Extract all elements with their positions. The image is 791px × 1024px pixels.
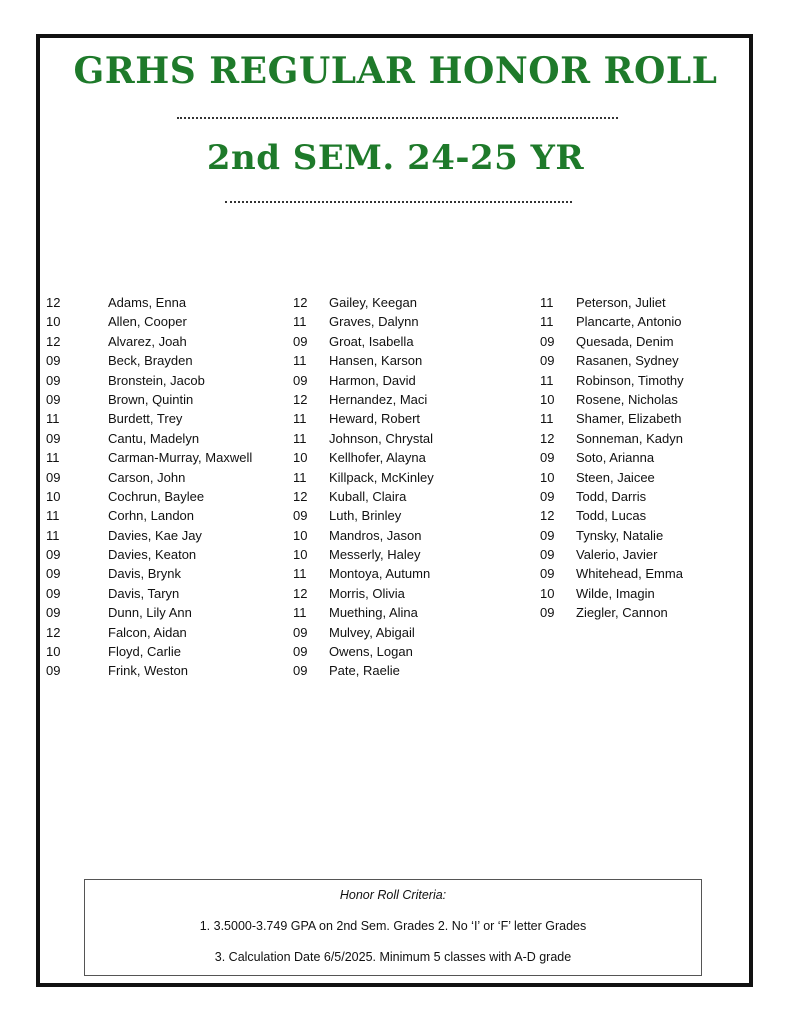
- student-grade: 09: [293, 372, 308, 388]
- student-name: Valerio, Javier: [576, 547, 658, 563]
- student-name: Graves, Dalynn: [329, 314, 419, 330]
- student-grade: 11: [293, 430, 307, 446]
- student-name: Floyd, Carlie: [108, 644, 181, 660]
- student-grade: 10: [540, 585, 555, 601]
- student-grade: 11: [293, 469, 307, 485]
- student-grade: 09: [540, 547, 555, 563]
- student-name: Harmon, David: [329, 372, 416, 388]
- student-name: Wilde, Imagin: [576, 585, 655, 601]
- student-name: Rosene, Nicholas: [576, 391, 678, 407]
- student-name: Soto, Arianna: [576, 450, 655, 466]
- student-grade: 11: [293, 605, 307, 621]
- student-grade: 11: [540, 295, 554, 310]
- student-name: Kellhofer, Alayna: [329, 450, 426, 466]
- student-grade: 09: [46, 585, 61, 601]
- student-grade: 11: [46, 527, 60, 543]
- student-name: Carman-Murray, Maxwell: [108, 450, 253, 466]
- student-grade: 09: [540, 353, 555, 369]
- student-name: Morris, Olivia: [329, 585, 405, 601]
- student-name: Allen, Cooper: [108, 314, 187, 330]
- criteria-title: Honor Roll Criteria:: [339, 888, 447, 902]
- student-name: Quesada, Denim: [576, 333, 674, 349]
- student-name: Robinson, Timothy: [576, 372, 684, 388]
- student-name: Rasanen, Sydney: [576, 353, 679, 369]
- student-grade: 09: [540, 527, 555, 543]
- student-grade: 10: [293, 450, 308, 466]
- student-name: Montoya, Autumn: [329, 566, 431, 582]
- student-name: Cochrun, Baylee: [108, 488, 205, 504]
- student-name: Hansen, Karson: [329, 353, 423, 369]
- student-grade: 10: [293, 527, 308, 543]
- student-name: Heward, Robert: [329, 411, 421, 427]
- student-name: Muething, Alina: [329, 605, 418, 621]
- student-name: Mulvey, Abigail: [329, 624, 415, 640]
- student-name: Brown, Quintin: [108, 391, 194, 407]
- student-grade: 11: [293, 411, 307, 427]
- student-name: Gailey, Keegan: [329, 295, 417, 310]
- student-name: Messerly, Haley: [329, 547, 421, 563]
- student-name: Steen, Jaicee: [576, 469, 655, 485]
- student-grade: 12: [293, 295, 308, 310]
- student-name: Sonneman, Kadyn: [576, 430, 683, 446]
- criteria-line-2: 3. Calculation Date 6/5/2025. Minimum 5 classes with A-D grade: [214, 950, 572, 964]
- student-grade: 09: [293, 508, 308, 524]
- student-name: Owens, Logan: [329, 644, 413, 660]
- student-name: Adams, Enna: [108, 295, 187, 310]
- criteria-box: [84, 879, 702, 976]
- student-grade: 11: [540, 372, 554, 388]
- student-grade: 12: [540, 430, 555, 446]
- student-grade: 11: [46, 411, 60, 427]
- student-name: Groat, Isabella: [329, 333, 414, 349]
- student-grade: 09: [540, 605, 555, 621]
- student-grade: 12: [46, 624, 61, 640]
- student-name: Ziegler, Cannon: [576, 605, 668, 621]
- student-name: Todd, Darris: [576, 488, 647, 504]
- student-grade: 09: [46, 547, 61, 563]
- student-grade: 09: [46, 353, 61, 369]
- student-grade: 10: [46, 644, 61, 660]
- student-grade: 10: [540, 469, 555, 485]
- student-grade: 11: [46, 450, 60, 466]
- student-name: Corhn, Landon: [108, 508, 195, 524]
- dotted-divider-bottom: [225, 201, 572, 203]
- student-grade: 09: [293, 333, 308, 349]
- student-name: Mandros, Jason: [329, 527, 422, 543]
- student-name: Frink, Weston: [108, 663, 188, 679]
- student-name: Davis, Brynk: [108, 566, 181, 582]
- student-name: Kuball, Claira: [329, 488, 407, 504]
- student-name: Shamer, Elizabeth: [576, 411, 682, 427]
- student-name: Tynsky, Natalie: [576, 527, 664, 543]
- student-grade: 10: [293, 547, 308, 563]
- student-name: Luth, Brinley: [329, 508, 402, 524]
- page-subtitle: 2nd SEM. 24-25 YR: [206, 138, 585, 178]
- student-grade: 09: [293, 644, 308, 660]
- student-name: Pate, Raelie: [329, 663, 400, 679]
- student-name: Johnson, Chrystal: [329, 430, 434, 446]
- student-name: Falcon, Aidan: [108, 624, 187, 640]
- criteria-line-1: 1. 3.5000-3.749 GPA on 2nd Sem. Grades 2. No ‘I’ or ‘F’ letter Grades: [199, 919, 587, 933]
- student-name: Todd, Lucas: [576, 508, 647, 524]
- student-grade: 11: [293, 314, 307, 330]
- student-name: Davis, Taryn: [108, 585, 180, 601]
- student-grade: 09: [46, 605, 61, 621]
- student-name: Burdett, Trey: [108, 411, 183, 427]
- student-name: Peterson, Juliet: [576, 295, 666, 310]
- page-title: GRHS REGULAR HONOR ROLL: [73, 50, 718, 92]
- student-grade: 11: [293, 353, 307, 369]
- student-grade: 11: [540, 411, 554, 427]
- student-grade: 10: [46, 314, 61, 330]
- student-grade: 09: [46, 469, 61, 485]
- student-name: Alvarez, Joah: [108, 333, 187, 349]
- student-name: Plancarte, Antonio: [576, 314, 682, 330]
- student-name: Davies, Keaton: [108, 547, 197, 563]
- student-grade: 09: [46, 663, 61, 679]
- student-name: Dunn, Lily Ann: [108, 605, 192, 621]
- student-grade: 09: [46, 566, 61, 582]
- student-grade: 12: [293, 488, 308, 504]
- student-grade: 09: [46, 372, 61, 388]
- student-grade: 12: [293, 585, 308, 601]
- student-grade: 09: [46, 391, 61, 407]
- student-grade: 10: [46, 488, 61, 504]
- student-name: Beck, Brayden: [108, 353, 193, 369]
- student-grade: 10: [540, 391, 555, 407]
- student-name: Cantu, Madelyn: [108, 430, 200, 446]
- student-grade: 09: [293, 624, 308, 640]
- student-grade: 09: [293, 663, 308, 679]
- student-grade: 12: [46, 333, 61, 349]
- student-grade: 12: [293, 391, 308, 407]
- student-grade: 11: [46, 508, 60, 524]
- dotted-divider-top: [177, 117, 618, 119]
- student-name: Hernandez, Maci: [329, 391, 428, 407]
- student-grade: 09: [540, 566, 555, 582]
- student-name: Whitehead, Emma: [576, 566, 683, 582]
- student-grade: 12: [46, 295, 61, 310]
- student-name: Bronstein, Jacob: [108, 372, 205, 388]
- student-grade: 11: [540, 314, 554, 330]
- student-name: Davies, Kae Jay: [108, 527, 202, 543]
- student-grade: 09: [46, 430, 61, 446]
- student-name: Carson, John: [108, 469, 186, 485]
- student-name: Killpack, McKinley: [329, 469, 434, 485]
- student-grade: 12: [540, 508, 555, 524]
- student-grade: 09: [540, 333, 555, 349]
- student-grade: 09: [540, 488, 555, 504]
- student-grade: 11: [293, 566, 307, 582]
- student-grade: 09: [540, 450, 555, 466]
